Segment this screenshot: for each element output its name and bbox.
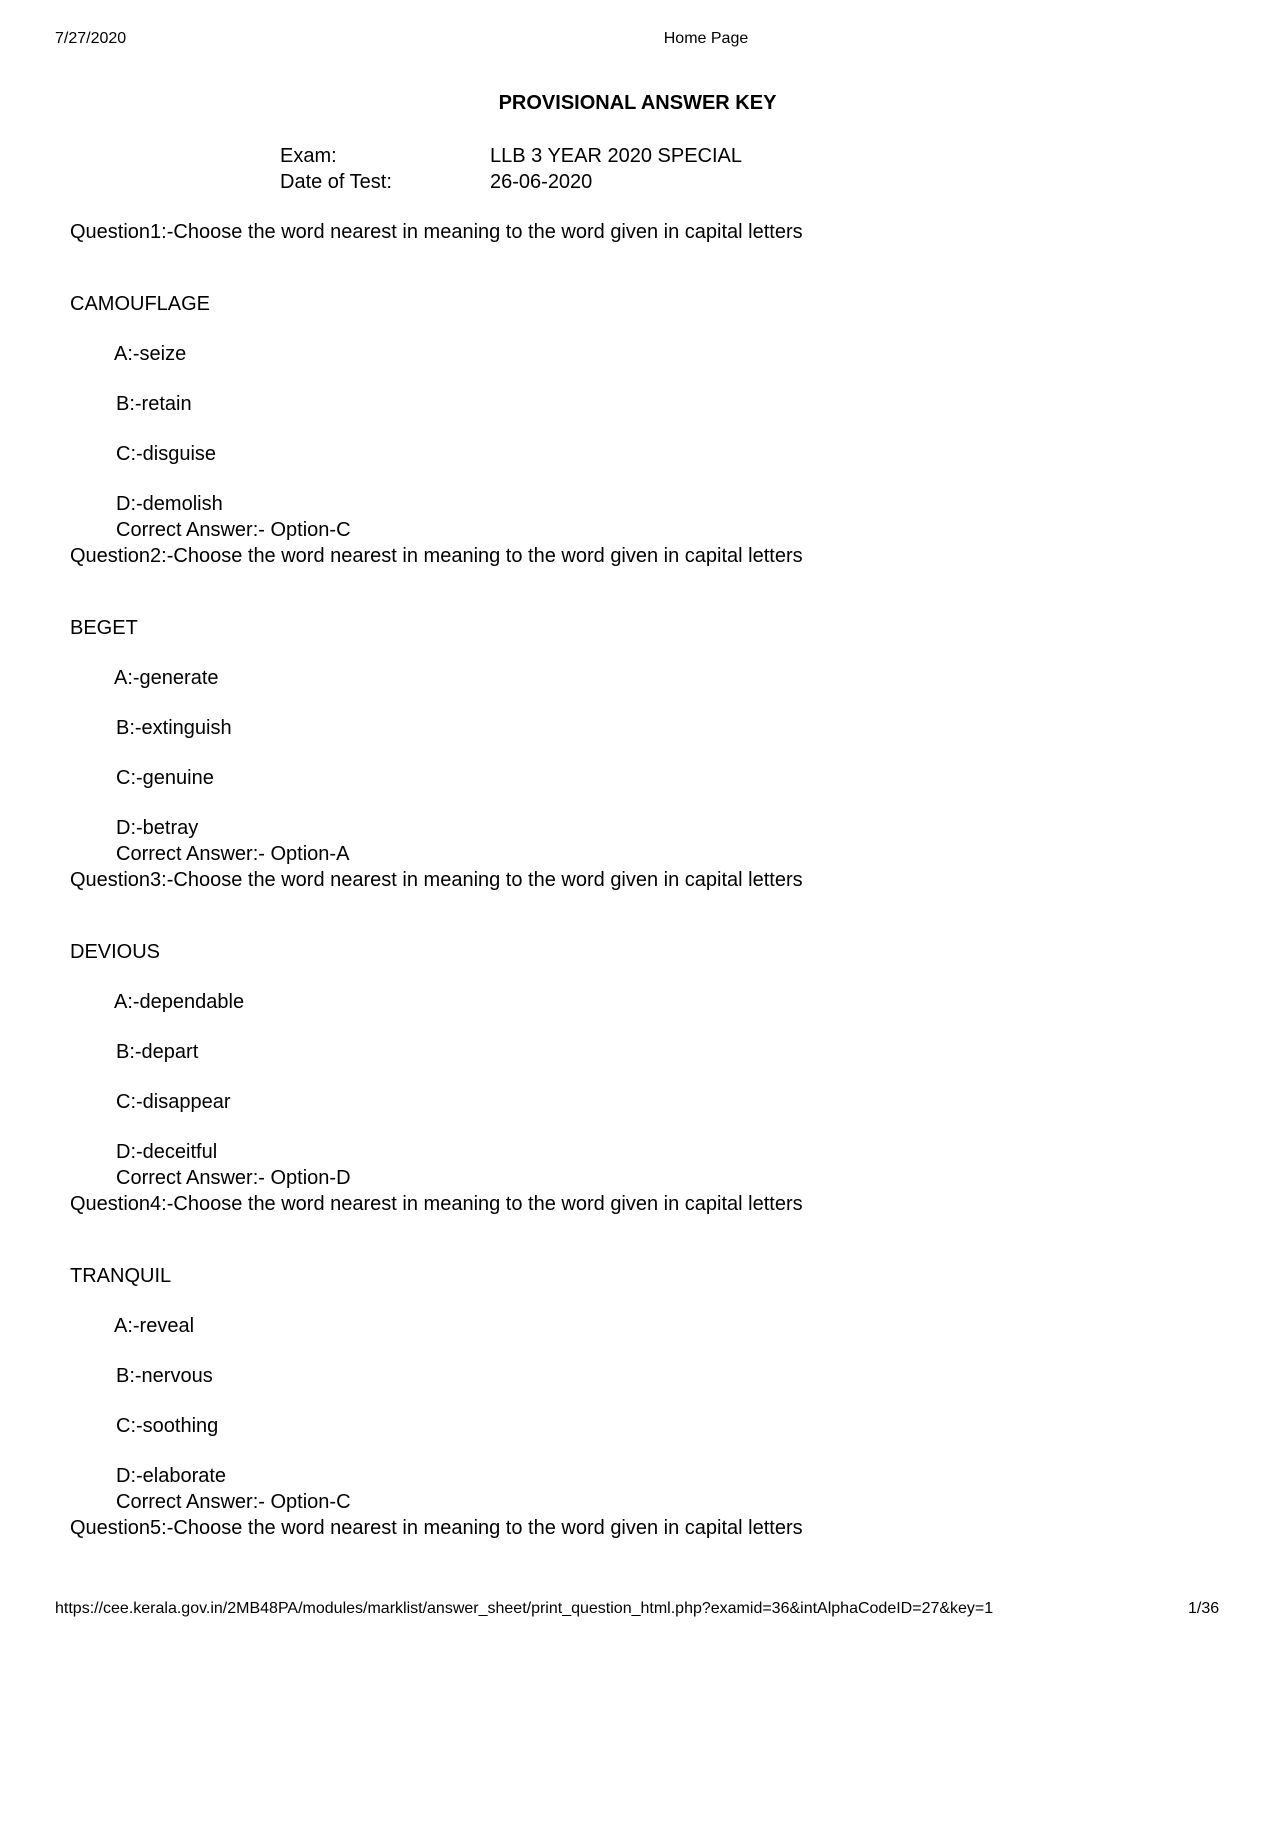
question-text: Question1:-Choose the word nearest in meaning to the word given in capital letters	[70, 221, 803, 243]
question-text: Question2:-Choose the word nearest in meaning to the word given in capital letters	[70, 545, 803, 567]
exam-value: LLB 3 YEAR 2020 SPECIAL	[490, 145, 743, 167]
page-number: 1/36	[1188, 1600, 1220, 1617]
option-b: B:-depart	[116, 1041, 199, 1063]
test-date-value: 26-06-2020	[490, 171, 593, 193]
question-item	[0, 544, 1275, 868]
option-d: D:-demolish	[116, 493, 223, 515]
option-b: B:-retain	[116, 393, 192, 415]
option-d: D:-deceitful	[116, 1141, 218, 1163]
correct-answer: Correct Answer:- Option-C	[116, 1491, 351, 1513]
question-word: CAMOUFLAGE	[70, 293, 211, 315]
question-word: TRANQUIL	[70, 1265, 172, 1287]
question-item	[0, 1516, 1275, 1840]
option-a: A:-dependable	[114, 991, 245, 1013]
correct-answer: Correct Answer:- Option-C	[116, 519, 351, 541]
option-c: C:-disguise	[116, 443, 217, 465]
question-item	[0, 868, 1275, 1192]
question-text: Question4:-Choose the word nearest in meaning to the word given in capital letters	[70, 1193, 803, 1215]
option-a: A:-seize	[114, 343, 187, 365]
exam-label: Exam:	[280, 145, 337, 167]
test-date-label: Date of Test:	[280, 171, 392, 193]
question-item	[0, 220, 1275, 544]
question-word: DEVIOUS	[70, 941, 161, 963]
question-list	[0, 220, 1275, 1840]
print-page-title: Home Page	[663, 30, 749, 47]
question-text: Question5:-Choose the word nearest in meaning to the word given in capital letters	[70, 1517, 803, 1539]
print-url: https://cee.kerala.gov.in/2MB48PA/modules/marklist/answer_sheet/print_question_html.php?examid=36&intAlphaCodeID=27&key=1	[55, 1600, 994, 1617]
option-d: D:-betray	[116, 817, 199, 839]
correct-answer: Correct Answer:- Option-A	[116, 843, 350, 865]
question-text: Question3:-Choose the word nearest in meaning to the word given in capital letters	[70, 869, 803, 891]
option-b: B:-nervous	[116, 1365, 213, 1387]
document-title: PROVISIONAL ANSWER KEY	[498, 92, 777, 114]
option-d: D:-elaborate	[116, 1465, 227, 1487]
option-c: C:-soothing	[116, 1415, 219, 1437]
option-b: B:-extinguish	[116, 717, 232, 739]
print-date: 7/27/2020	[55, 30, 127, 47]
question-word: BEGET	[70, 617, 138, 639]
correct-answer: Correct Answer:- Option-D	[116, 1167, 351, 1189]
question-item	[0, 1192, 1275, 1516]
option-a: A:-reveal	[114, 1315, 195, 1337]
option-a: A:-generate	[114, 667, 219, 689]
option-c: C:-genuine	[116, 767, 214, 789]
option-c: C:-disappear	[116, 1091, 231, 1113]
